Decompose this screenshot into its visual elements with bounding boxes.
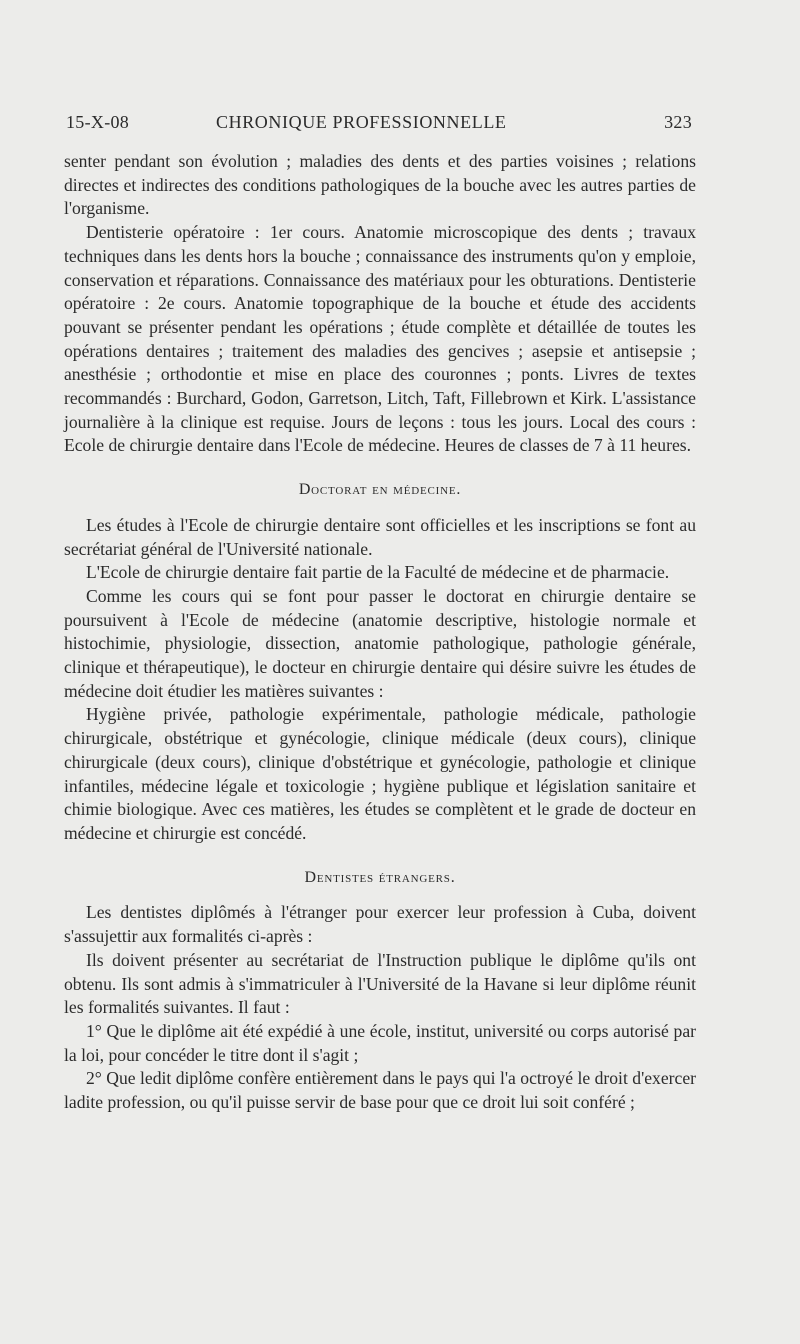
paragraph: Ils doivent présenter au secrétariat de l'Instruction publique le diplôme qu'ils ont obtenu. Ils sont admis à s'immatriculer à l'Université de la Havane si leur diplôme réunit les formalités suivantes. Il faut : — [64, 949, 696, 1018]
paragraph: L'Ecole de chirurgie dentaire fait partie de la Faculté de médecine et de pharmacie. — [86, 562, 670, 583]
body-text — [64, 150, 696, 1115]
running-title: CHRONIQUE PROFESSIONNELLE — [216, 112, 507, 132]
paragraph: 2° Que ledit diplôme confère entièrement dans le pays qui l'a octroyé le droit d'exercer ladite profession, ou qu'il puisse servir de base pour que ce droit lui soit conféré ; — [64, 1068, 696, 1113]
page-number: 323 — [664, 112, 692, 132]
paragraph: 1° Que le diplôme ait été expédié à une école, institut, université ou corps autorisé par la loi, pour concéder le titre dont il s'agit ; — [64, 1020, 696, 1065]
section-heading: Doctorat en médecine. — [298, 481, 462, 499]
paragraph: Hygiène privée, pathologie expérimentale, pathologie médicale, pathologie chirurgicale, obstétrique et gynécologie, clinique médicale (deux cours), clinique chirurgicale (deux cours), clinique d'obstétrique et gynécologie, pathologie et clinique infantiles, médecine légale et toxicologie ; hygiène publique et législation sanitaire et chimie biologique. Avec ces matières, les études se complètent et le grade de docteur en médecine et chirurgie est concédé. — [64, 704, 696, 843]
paragraph: Les dentistes diplômés à l'étranger pour exercer leur profession à Cuba, doivent s'assujettir aux formalités ci-après : — [64, 902, 696, 947]
paragraph: Comme les cours qui se font pour passer le doctorat en chirurgie dentaire se poursuivent à l'Ecole de médecine (anatomie descriptive, histologie normale et histochimie, physiologie, dissection, anatomie pathologique, pathologie générale, clinique et thérapeutique), le docteur en chirurgie dentaire qui désire suivre les études de médecine doit étudier les matières suivantes : — [64, 585, 696, 701]
paragraph: Les études à l'Ecole de chirurgie dentaire sont officielles et les inscriptions se font au secrétariat général de l'Université nationale. — [64, 514, 696, 559]
folio-date: 15-X-08 — [66, 112, 130, 132]
paragraph: senter pendant son évolution ; maladies des dents et des parties voisines ; relations directes et indirectes des conditions pathologiques de la bouche avec les autres parties de l'organisme. — [64, 151, 696, 219]
paragraph: Dentisterie opératoire : 1er cours. Anatomie microscopique des dents ; travaux techniques dans les dents hors la bouche ; connaissance des instruments qu'on y emploie, conservation et réparations. Connaissance des matériaux pour les obturations. Dentisterie opératoire : 2e cours. Anatomie topographique de la bouche et étude des accidents pouvant se présenter pendant les opérations ; étude complète et détaillée de toutes les opérations dentaires ; traitement des maladies des gencives ; asepsie et antisepsie ; anesthésie ; orthodontie et mise en place des couronnes ; ponts. Livres de textes recommandés : Burchard, Godon, Garretson, Litch, Taft, Fillebrown et Kirk. L'assistance journalière à la clinique est requise. Jours de leçons : tous les jours. Local des cours : Ecole de chirurgie dentaire dans l'Ecole de médecine. Heures de classes de 7 à 11 heures. — [64, 222, 696, 456]
running-header — [66, 112, 706, 136]
section-heading: Dentistes étrangers. — [304, 868, 456, 886]
